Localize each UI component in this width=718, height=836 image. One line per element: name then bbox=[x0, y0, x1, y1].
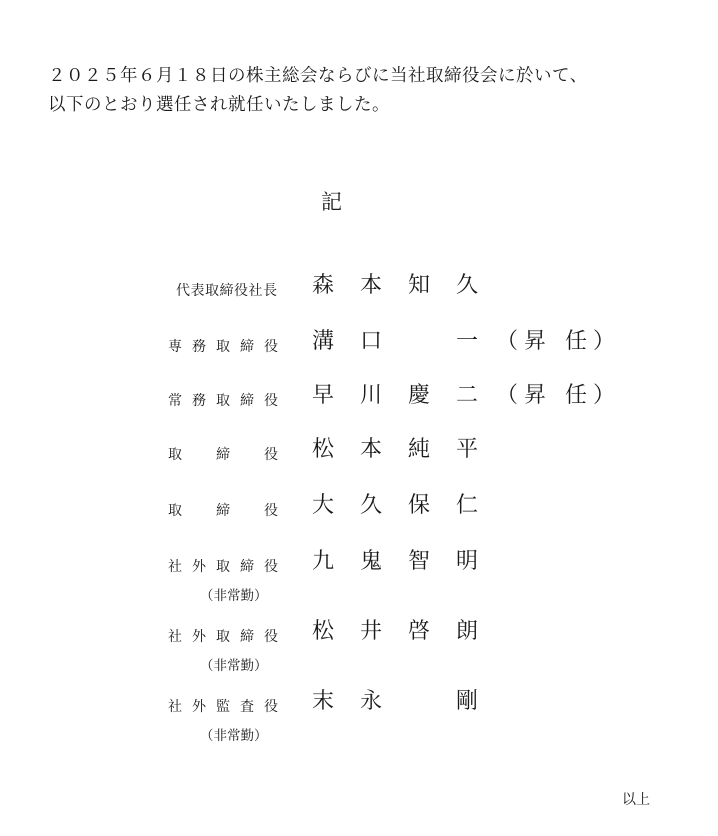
officer-sub-note: （非常勤） bbox=[200, 658, 268, 674]
officer-title-char: 取 bbox=[168, 447, 182, 463]
officer-name-char: 一 bbox=[456, 329, 479, 354]
officer-name bbox=[312, 326, 504, 358]
officer-title-char: 社 bbox=[168, 559, 182, 575]
officer-title-char: 取 bbox=[216, 339, 230, 355]
officer-name-char: 純 bbox=[408, 437, 431, 462]
officer-name-char: 永 bbox=[360, 689, 383, 714]
officer-title-char: 役 bbox=[264, 447, 278, 463]
officer-title-char: 社 bbox=[168, 699, 182, 715]
officer-name-char: 溝 bbox=[312, 329, 335, 354]
officer-title bbox=[168, 336, 278, 356]
ki-heading: 記 bbox=[321, 190, 342, 214]
officer-title-char: 締 bbox=[216, 447, 230, 463]
officer-title-char: 監 bbox=[216, 699, 230, 715]
officer-title bbox=[168, 696, 278, 716]
officer-title-char: 締 bbox=[240, 393, 254, 409]
officer-title-char: 役 bbox=[264, 629, 278, 645]
closing-ijo: 以上 bbox=[622, 792, 650, 808]
officer-title-char: 査 bbox=[240, 699, 254, 715]
intro-paragraph bbox=[48, 62, 688, 120]
officer-title bbox=[168, 500, 278, 520]
intro-line-1: ２０２５年６月１８日の株主総会ならびに当社取締役会に於いて、 bbox=[48, 66, 588, 86]
officer-name-char: 久 bbox=[456, 273, 479, 298]
officer-title-char: 役 bbox=[264, 393, 278, 409]
officer-title-char: 外 bbox=[192, 699, 206, 715]
officer-name-char: 口 bbox=[360, 329, 383, 354]
officer-name-char: 明 bbox=[456, 549, 479, 574]
officer-title-char: 取 bbox=[216, 393, 230, 409]
officer-name bbox=[312, 270, 504, 302]
officer-title-char: 務 bbox=[192, 393, 206, 409]
officer-name bbox=[312, 434, 504, 466]
officer-sub-note: （非常勤） bbox=[200, 728, 268, 744]
officer-title-char: 専 bbox=[168, 339, 182, 355]
officer-title-char: 役 bbox=[264, 503, 278, 519]
officer-title-char: 社 bbox=[168, 629, 182, 645]
officer-title-char: 役 bbox=[264, 559, 278, 575]
officer-name-char: 九 bbox=[312, 549, 335, 574]
officer-title-char: 常 bbox=[168, 393, 182, 409]
officer-name-char: 本 bbox=[360, 437, 383, 462]
officer-name-char: 剛 bbox=[456, 689, 479, 714]
intro-line-2: 以下のとおり選任され就任いたしました。 bbox=[48, 95, 390, 115]
officer-sub-note: （非常勤） bbox=[200, 588, 268, 604]
officer-title bbox=[168, 556, 278, 576]
officer-name-char: 川 bbox=[360, 383, 383, 408]
officer-note: （昇 任） bbox=[496, 383, 621, 408]
officer-name-char: 本 bbox=[360, 273, 383, 298]
officer-name bbox=[312, 686, 504, 718]
officer-name-char: 智 bbox=[408, 549, 431, 574]
officer-title bbox=[168, 626, 278, 646]
officer-name bbox=[312, 490, 504, 522]
officer-name-char: 平 bbox=[456, 437, 479, 462]
officer-name-char: 大 bbox=[312, 493, 335, 518]
officer-title-char: 務 bbox=[192, 339, 206, 355]
officer-name-char: 鬼 bbox=[360, 549, 383, 574]
officer-name-char: 慶 bbox=[408, 383, 431, 408]
officer-name-char: 二 bbox=[456, 383, 479, 408]
officer-title-char: 締 bbox=[240, 559, 254, 575]
officer-title-char: 取 bbox=[216, 629, 230, 645]
officer-title-char: 外 bbox=[192, 559, 206, 575]
officer-name-char: 啓 bbox=[408, 619, 431, 644]
officer-name bbox=[312, 546, 504, 578]
officer-title-char: 役 bbox=[264, 699, 278, 715]
officer-name-char: 久 bbox=[360, 493, 383, 518]
officer-name-char: 森 bbox=[312, 273, 335, 298]
officer-name-char: 朗 bbox=[456, 619, 479, 644]
officer-title: 代表取締役社長 bbox=[176, 283, 278, 299]
officer-name-char: 仁 bbox=[456, 493, 479, 518]
officer-title-char: 取 bbox=[216, 559, 230, 575]
officer-title-char: 役 bbox=[264, 339, 278, 355]
officer-title-char: 締 bbox=[216, 503, 230, 519]
officer-name-char: 早 bbox=[312, 383, 335, 408]
officer-title-char: 締 bbox=[240, 629, 254, 645]
officer-name bbox=[312, 616, 504, 648]
officer-name-char: 知 bbox=[408, 273, 431, 298]
officer-title bbox=[168, 444, 278, 464]
officer-name-char: 保 bbox=[408, 493, 431, 518]
officer-name-char: 松 bbox=[312, 619, 335, 644]
officer-title bbox=[168, 390, 278, 410]
officer-name-char: 松 bbox=[312, 437, 335, 462]
officer-name bbox=[312, 380, 504, 412]
officer-title-char: 取 bbox=[168, 503, 182, 519]
officer-title-char: 外 bbox=[192, 629, 206, 645]
officer-name-char: 末 bbox=[312, 689, 335, 714]
officer-name-char: 井 bbox=[360, 619, 383, 644]
officer-title-char: 締 bbox=[240, 339, 254, 355]
officer-name-char bbox=[408, 326, 456, 358]
officer-name-char bbox=[408, 686, 456, 718]
officer-note: （昇 任） bbox=[496, 329, 621, 354]
